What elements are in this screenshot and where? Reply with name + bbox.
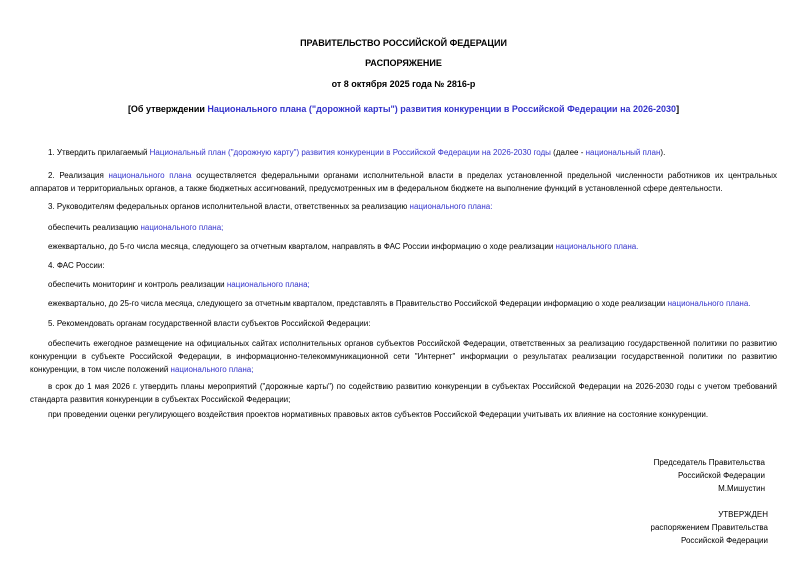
text-segment: 3. Руководителям федеральных органов исполнительной власти, ответственных за реализацию bbox=[48, 202, 410, 211]
paragraph-4-item-2 bbox=[30, 297, 777, 310]
paragraph-3 bbox=[30, 200, 777, 213]
text-segment: в срок до 1 мая 2026 г. утвердить планы мероприятий ("дорожные карты") по содействию развитию конкуренции в субъектах Российской Федерации на 2026-2030 годы с учетом требований стандарта развития конкуренции в субъектах Российской Федерации; bbox=[30, 382, 777, 404]
org-name: ПРАВИТЕЛЬСТВО РОССИЙСКОЙ ФЕДЕРАЦИИ bbox=[300, 38, 507, 48]
doc-title-prefix: [Об утверждении bbox=[127, 104, 208, 114]
national-plan-link[interactable]: национального плана; bbox=[140, 223, 224, 232]
paragraph-5-item-3 bbox=[30, 408, 777, 421]
doc-title-suffix: ] bbox=[676, 104, 680, 114]
text-segment: ежеквартально, до 5-го числа месяца, следующего за отчетным кварталом, направлять в ФАС России информацию о ходе реализации bbox=[48, 242, 556, 251]
text-segment: обеспечить реализацию bbox=[48, 223, 141, 232]
signature-org: Российской Федерации bbox=[678, 471, 765, 480]
paragraph-5 bbox=[30, 317, 777, 330]
text-segment: ). bbox=[660, 148, 666, 157]
text-segment: обеспечить мониторинг и контроль реализации bbox=[48, 280, 227, 289]
doc-title-link[interactable]: Национального плана ("дорожной карты") развития конкуренции в Российской Федерации на 2026-2030 bbox=[207, 104, 677, 114]
national-plan-link[interactable]: национального плана bbox=[108, 171, 192, 180]
text-segment: 4. ФАС России: bbox=[48, 261, 105, 270]
paragraph-3-item-1 bbox=[30, 221, 777, 234]
paragraph-4 bbox=[30, 259, 777, 272]
national-plan-link[interactable]: национального плана; bbox=[170, 365, 254, 374]
national-plan-link[interactable]: национального плана: bbox=[409, 202, 493, 211]
signature-position: Председатель Правительства bbox=[653, 458, 765, 467]
text-segment: осуществляется федеральными органами исполнительной власти в пределах установленной предельной численности работников их центральных аппаратов и территориальных органов, а также бюджетных ассигнований, предусмотренных им в федеральном бюджете на выполнение функций в установленной сфере деятельности. bbox=[30, 171, 778, 193]
approval-block bbox=[30, 508, 777, 547]
text-segment: 2. Реализация bbox=[48, 171, 109, 180]
paragraph-5-item-2 bbox=[30, 380, 777, 406]
doc-date-number: от 8 октября 2025 года № 2816-р bbox=[331, 79, 476, 89]
text-segment: 5. Рекомендовать органам государственной власти субъектов Российской Федерации: bbox=[48, 319, 371, 328]
signature-block bbox=[30, 456, 777, 495]
doc-type: РАСПОРЯЖЕНИЕ bbox=[365, 58, 442, 68]
text-segment: ежеквартально, до 25-го числа месяца, следующего за отчетным кварталом, представлять в Правительство Российской Федерации информацию о ходе реализации bbox=[48, 299, 668, 308]
paragraph-1 bbox=[30, 146, 777, 159]
approval-status: УТВЕРЖДЕН bbox=[718, 510, 768, 519]
text-segment: 1. Утвердить прилагаемый bbox=[48, 148, 150, 157]
signature-name: М.Мишустин bbox=[718, 484, 765, 493]
national-plan-link[interactable]: национального плана; bbox=[226, 280, 310, 289]
national-plan-link[interactable]: национальный план bbox=[585, 148, 661, 157]
national-plan-link[interactable]: национального плана. bbox=[555, 242, 639, 251]
doc-title bbox=[30, 103, 777, 116]
national-plan-link[interactable]: Национальный план ("дорожную карту") развития конкуренции в Российской Федерации на 2026-2030 годы bbox=[149, 148, 551, 157]
paragraph-5-item-1 bbox=[30, 337, 777, 376]
text-segment: обеспечить ежегодное размещение на официальных сайтах исполнительных органов субъектов Российской Федерации, ответственных за реализацию государственной политики по развитию конкуренции в субъекте Российской Федерации, в информационно-телекоммуникационной сети "Интернет" информации о результатах реализации государственной политики по развитию конкуренции, в том числе положений bbox=[30, 339, 777, 374]
text-segment: при проведении оценки регулирующего воздействия проектов нормативных правовых актов субъектов Российской Федерации учитывать их влияние на состояние конкуренции. bbox=[48, 410, 709, 419]
national-plan-link[interactable]: национального плана. bbox=[667, 299, 751, 308]
paragraph-4-item-1 bbox=[30, 278, 777, 291]
paragraph-2 bbox=[30, 169, 777, 195]
approval-org: Российской Федерации bbox=[681, 536, 768, 545]
text-segment: (далее - bbox=[550, 148, 586, 157]
paragraph-3-item-2 bbox=[30, 240, 777, 253]
approval-by: распоряжением Правительства bbox=[650, 523, 768, 532]
